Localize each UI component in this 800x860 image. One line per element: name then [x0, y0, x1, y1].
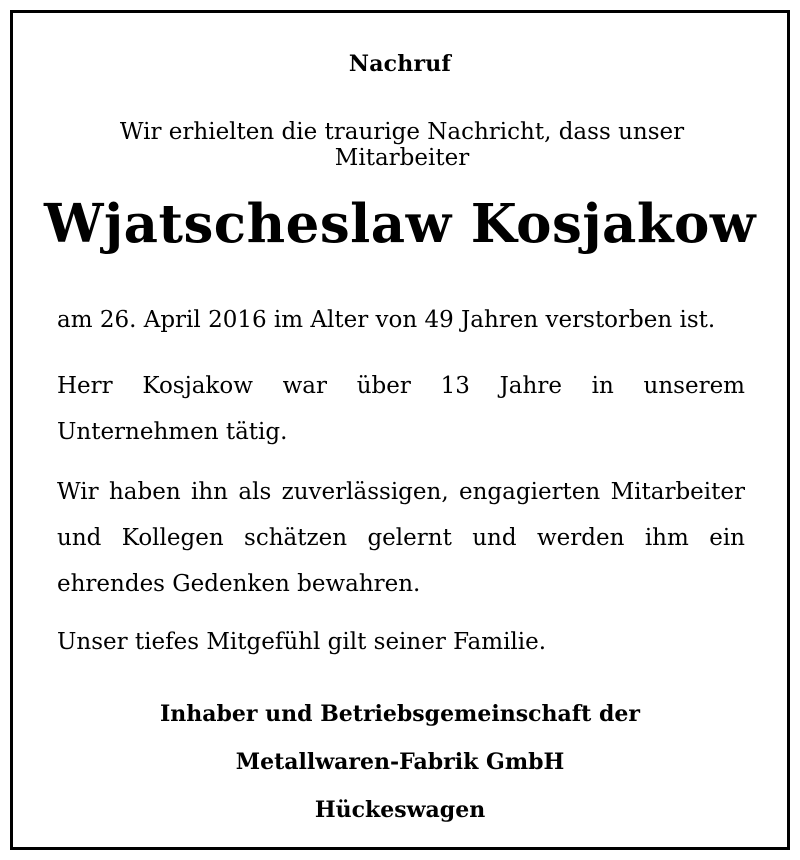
notice-heading: Nachruf — [348, 51, 452, 77]
death-date-paragraph: am 26. April 2016 im Alter von 49 Jahren verstorben ist. — [57, 307, 716, 333]
tribute-paragraph: Wir haben ihn als zuverlässigen, engagierten Mitarbeiter und Kollegen schätzen gelernt und werden ihm ein ehrendes Gedenken bewahren. — [57, 479, 745, 597]
tenure-paragraph: Herr Kosjakow war über 13 Jahre in unserem Unternehmen tätig. — [57, 373, 745, 445]
signature-line-city: Hückeswagen — [314, 797, 486, 823]
deceased-name: Wjatscheslaw Kosjakow — [43, 193, 757, 255]
signature-line-company: Metallwaren-Fabrik GmbH — [235, 749, 565, 775]
condolence-paragraph: Unser tiefes Mitgefühl gilt seiner Familie. — [57, 629, 547, 655]
signature-line-owners: Inhaber und Betriebsgemeinschaft der — [160, 701, 640, 727]
intro-line: Wir erhielten die traurige Nachricht, dass unser Mitarbeiter — [119, 119, 685, 171]
obituary-notice — [10, 10, 790, 850]
